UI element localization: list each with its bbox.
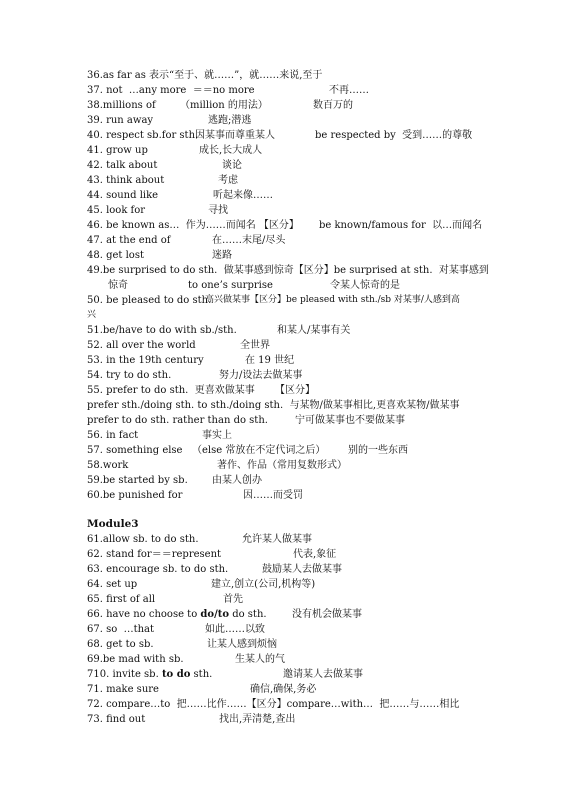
entry-phrase: 41. grow up	[87, 145, 148, 156]
entry-meaning: 和某人/某事有关	[277, 325, 351, 336]
entry-meaning: 让某人感到烦恼	[207, 639, 277, 650]
entry-40	[87, 129, 473, 142]
entry-phrase: 46. be known as… 作为……而闻名 【区分】	[87, 220, 299, 231]
entry-meaning: 建立,创立(公司,机构等)	[211, 579, 316, 590]
entry-phrase: 63. encourage sb. to do sth.	[87, 564, 229, 575]
entry-phrase: 73. find out	[87, 714, 146, 725]
entry-50	[87, 294, 460, 307]
entry-note: （million 的用法）	[180, 100, 268, 111]
entry-56	[87, 429, 232, 442]
entry-extra: 令某人惊奇的是	[330, 280, 400, 291]
entry-63	[87, 563, 342, 576]
entry-phrase: 64. set up	[87, 579, 138, 590]
entry-meaning: 代表,象征	[293, 549, 337, 560]
entry-extra: be respected by 受到……的尊敬	[315, 130, 473, 141]
entry-58	[87, 459, 347, 472]
entry-52	[87, 339, 270, 352]
entry-45	[87, 204, 228, 217]
entry-41	[87, 144, 263, 157]
entry-phrase-bold: do/to	[200, 609, 230, 620]
entry-66	[87, 608, 362, 621]
entry-53	[87, 354, 295, 367]
entry-meaning: 著作、作品（常用复数形式）	[217, 460, 347, 471]
entry-69	[87, 653, 285, 666]
entry-meaning: 确信,确保,务必	[250, 684, 317, 695]
entry-meaning: 由某人创办	[212, 475, 262, 486]
entry-meaning: 在 19 世纪	[245, 355, 295, 366]
entry-meaning: 生某人的气	[235, 654, 285, 665]
entry-meaning: 邀请某人去做某事	[283, 669, 363, 680]
entry-meaning: 寻找	[208, 205, 228, 216]
entry-meaning: 首先	[223, 594, 243, 605]
entry-phrase: 42. talk about	[87, 160, 158, 171]
entry-phrase: 39. run away	[87, 115, 154, 126]
entry-710	[87, 668, 363, 681]
entry-meaning: 在……末尾/尽头	[212, 235, 286, 246]
entry-46	[87, 219, 483, 232]
entry-meaning: 成长,长大成人	[199, 145, 263, 156]
entry-meaning: 听起来像……	[213, 190, 273, 201]
entry-50-cont	[87, 309, 96, 322]
entry-meaning: 全世界	[240, 340, 270, 351]
entry-phrase: 50. be pleased to do sth.	[87, 295, 212, 306]
entry-meaning: 允许某人做某事	[242, 534, 312, 545]
entry-72	[87, 698, 459, 711]
entry-phrase-bold: to do	[161, 669, 191, 680]
entry-59	[87, 474, 262, 487]
entry-phrase: 45. look for	[87, 205, 146, 216]
entry-phrase: 710. invite sb.	[87, 669, 162, 680]
entry-55-b	[87, 414, 405, 427]
entry-62	[87, 548, 337, 561]
entry-phrase: 54. try to do sth.	[87, 370, 172, 381]
entry-phrase: 68. get to sb.	[87, 639, 154, 650]
entry-49	[87, 264, 489, 277]
entry-phrase: 53. in the 19th century	[87, 355, 204, 366]
entry-54	[87, 369, 303, 382]
entry-43	[87, 174, 238, 187]
entry-phrase: 43. think about	[87, 175, 165, 186]
entry-phrase: 65. first of all	[87, 594, 156, 605]
entry-phrase: 52. all over the world	[87, 340, 196, 351]
entry-meaning: 鼓励某人去做某事	[262, 564, 342, 575]
entry-phrase: 37. not …any more ＝＝no more	[87, 85, 255, 96]
entry-51	[87, 324, 351, 337]
entry-60	[87, 489, 303, 502]
entry-phrase: 69.be mad with sb.	[87, 654, 184, 665]
entry-phrase: 49.be surprised to do sth. 做某事感到惊奇【区分】be surprised at sth. 对某事感到	[87, 265, 489, 276]
entry-phrase: 58.work	[87, 460, 129, 471]
entry-57	[87, 444, 408, 457]
entry-phrase: prefer sth./doing sth. to sth./doing sth. 与某物/做某事相比,更喜欢某物/做某事	[87, 400, 460, 411]
entry-meaning: 事实上	[202, 430, 232, 441]
entry-meaning: 谈论	[222, 160, 242, 171]
entry-meaning: 逃跑;潜逃	[208, 115, 252, 126]
entry-phrase: 40. respect sb.for sth.	[87, 130, 199, 141]
entry-phrase: 38.millions of	[87, 100, 156, 111]
entry-phrase: 51.be/have to do with sb./sth.	[87, 325, 237, 336]
entry-phrase: 47. at the end of	[87, 235, 171, 246]
entry-phrase: 60.be punished for	[87, 490, 183, 501]
entry-meaning: 别的一些东西	[348, 445, 408, 456]
entry-meaning: 兴	[87, 310, 97, 320]
module-heading: Module3	[87, 518, 139, 530]
entry-67	[87, 623, 265, 636]
entry-phrase: 67. so …that	[87, 624, 155, 635]
entry-phrase: 72. compare…to 把……比作……【区分】compare…with… 把……与……相比	[87, 699, 460, 710]
entry-phrase: 55. prefer to do sth. 更喜欢做某事	[87, 385, 255, 396]
entry-phrase: to one’s surprise	[188, 280, 273, 291]
entry-phrase: 71. make sure	[87, 684, 159, 695]
entry-39	[87, 114, 252, 127]
entry-meaning: 高兴做某事【区分】be pleased with sth./sb 对某事/人感到高	[205, 295, 460, 305]
entry-phrase: 66. have no choose to	[87, 609, 201, 620]
entry-71	[87, 683, 317, 696]
entry-phrase-end: do sth.	[229, 609, 267, 620]
entry-phrase: 59.be started by sb.	[87, 475, 188, 486]
entry-47	[87, 234, 286, 247]
entry-meaning: 如此……以致	[205, 624, 265, 635]
entry-meaning: 表示“至于、就……”，就……来说,至于	[149, 70, 323, 81]
entry-meaning: 因……而受罚	[243, 490, 303, 501]
entry-36	[87, 69, 323, 82]
entry-phrase: 48. get lost	[87, 250, 144, 261]
entry-68	[87, 638, 277, 651]
entry-meaning: 数百万的	[313, 100, 353, 111]
entry-73	[87, 713, 296, 726]
entry-phrase: prefer to do sth. rather than do sth.	[87, 415, 268, 426]
entry-meaning: 找出,弄清楚,查出	[219, 714, 296, 725]
entry-meaning: 努力/设法去做某事	[219, 370, 303, 381]
entry-48	[87, 249, 232, 262]
entry-61	[87, 533, 312, 546]
entry-meaning: 考虑	[218, 175, 238, 186]
entry-meaning: 不再……	[329, 85, 369, 96]
entry-phrase: 61.allow sb. to do sth.	[87, 534, 199, 545]
entry-meaning: 迷路	[212, 250, 232, 261]
entry-phrase: 57. something else （else 常放在不定代词之后）	[87, 445, 326, 456]
entry-compare-tag: 【区分】	[275, 385, 315, 396]
entry-meaning: 因某事而尊重某人	[195, 130, 275, 141]
entry-64	[87, 578, 316, 591]
entry-meaning: 没有机会做某事	[292, 609, 362, 620]
entry-38	[87, 99, 353, 112]
entry-55-a	[87, 399, 459, 412]
entry-phrase-end: sth.	[190, 669, 213, 680]
entry-phrase: 44. sound like	[87, 190, 159, 201]
entry-55	[87, 384, 315, 397]
entry-extra: be known/famous for 以…而闻名	[319, 220, 483, 231]
entry-phrase: 56. in fact	[87, 430, 139, 441]
entry-42	[87, 159, 242, 172]
entry-44	[87, 189, 273, 202]
entry-65	[87, 593, 243, 606]
entry-meaning: 惊奇	[108, 280, 128, 291]
entry-37	[87, 84, 369, 97]
entry-phrase: 62. stand for＝＝represent	[87, 549, 222, 560]
entry-phrase: 36.as far as	[87, 70, 146, 81]
entry-meaning: 宁可做某事也不要做某事	[295, 415, 405, 426]
